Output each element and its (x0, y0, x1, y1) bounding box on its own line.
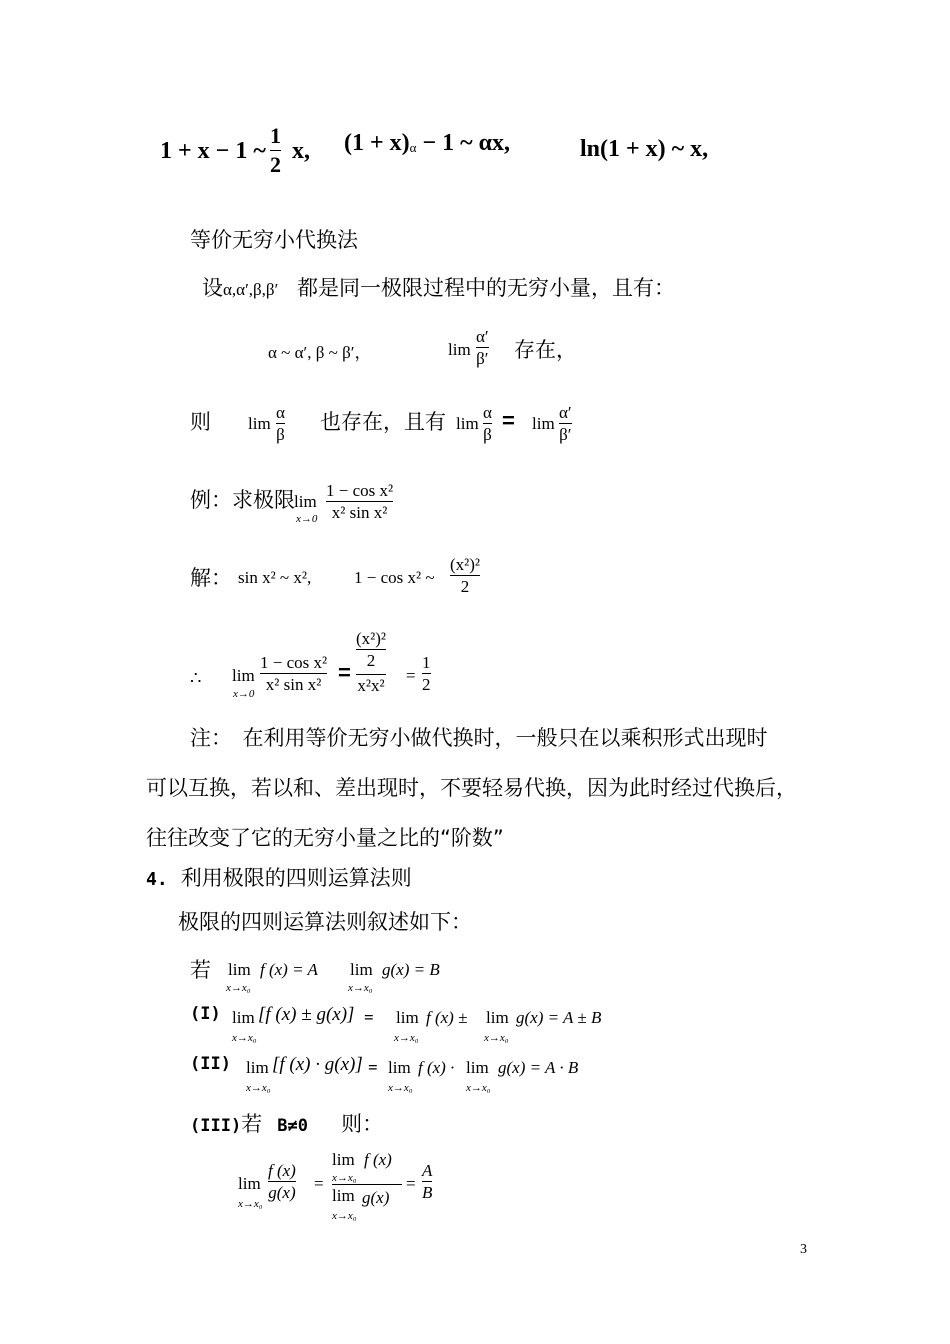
fraction-half (270, 122, 281, 178)
fraction-numerator: 1 − cos x² (260, 653, 328, 672)
equals-sign: = (406, 1174, 416, 1193)
fraction-alpha-beta (483, 402, 492, 446)
lim-operator: lim (294, 492, 317, 511)
assumption-line (202, 272, 675, 302)
equals-sign: = (314, 1174, 324, 1193)
fraction-numerator: 1 (422, 653, 431, 672)
fraction-numerator: α (483, 403, 492, 422)
fraction-alpha-prime-beta-prime (559, 402, 572, 446)
formula-text: (1 + x) (344, 130, 410, 156)
lim-operator: lim (238, 1174, 261, 1193)
therefore-symbol: ∴ (190, 668, 202, 688)
fraction-denominator: 2 (270, 151, 281, 177)
lim-subscript: x→x₀ (332, 1210, 357, 1222)
example-fraction (326, 480, 393, 524)
then-label: 则 (190, 410, 211, 434)
solution-label: 解： (190, 566, 232, 590)
lim-operator: lim (232, 666, 255, 685)
assumption-text: 都是同一极限过程中的无穷小量，且有： (297, 276, 675, 300)
if-label: 若 (190, 958, 211, 982)
rule-1-label: (I) (190, 1004, 221, 1024)
fraction-denominator: x² sin x² (331, 503, 388, 523)
condition-b-nonzero: B≠0 (277, 1116, 308, 1136)
compound-fraction (356, 628, 386, 696)
equals-sign: = (502, 408, 515, 433)
equals-sign: = (338, 660, 351, 685)
fraction-denominator: 2 (460, 577, 470, 597)
formula-text: − 1 ~ αx, (422, 130, 511, 156)
lim-operator: lim (232, 1008, 255, 1027)
fraction-denominator: β (483, 425, 492, 445)
fraction-denominator: β′ (476, 349, 489, 369)
fraction-denominator: g(x) (362, 1188, 390, 1207)
formula-text: x, (292, 138, 310, 164)
rule-3-fraction (268, 1160, 296, 1204)
formula-text: ln(1 + x) ~ x, (580, 136, 709, 162)
fraction-denominator: 2 (422, 675, 431, 695)
lim-subscript: x→x₀ (348, 982, 373, 994)
assumption-vars: α,α′,β,β′ (223, 280, 279, 299)
lim-operator: lim (456, 414, 479, 433)
therefore-fraction (260, 652, 327, 696)
note-line-2: 可以互换，若以和、差出现时，不要轻易代换，因为此时经过代换后， (146, 776, 797, 800)
equals-sign: = (364, 1008, 374, 1027)
fraction-bar (332, 1184, 402, 1185)
fraction-numerator: 1 (270, 123, 281, 148)
rule-2-label: (II) (190, 1054, 231, 1074)
fraction-numerator: α (276, 403, 285, 422)
rule-2-f: f (x) · (418, 1058, 455, 1077)
lim-subscript: x→x₀ (238, 1198, 263, 1210)
equiv-power-formula (344, 130, 510, 157)
rule-1-lhs: [f (x) ± g(x)] (258, 1004, 355, 1025)
rule-3-heading (190, 1108, 383, 1138)
limit-f-equals-a: f (x) = A (260, 960, 318, 979)
result-fraction (422, 652, 431, 696)
lim-operator: lim (332, 1150, 355, 1169)
solution-eq1: sin x² ~ x², (238, 568, 312, 587)
fraction-numerator: A (422, 1161, 433, 1180)
limit-quotient-fraction (332, 1150, 402, 1226)
lim-subscript: x→x₀ (332, 1172, 357, 1184)
fraction-alpha-beta (276, 402, 285, 446)
equiv-ln-formula (580, 136, 708, 163)
fraction-denominator: β (276, 425, 285, 445)
lim-subscript: x→x₀ (394, 1032, 419, 1044)
lim-operator: lim (350, 960, 373, 979)
limit-g-equals-b: g(x) = B (382, 960, 440, 979)
fraction-numerator: α′ (476, 327, 489, 346)
section-title: 利用极限的四则运算法则 (180, 866, 412, 890)
section-number: 4. (146, 869, 168, 890)
lim-subscript: x→0 (296, 513, 318, 525)
formula-x (292, 138, 310, 165)
fraction-numerator: (x²)² (450, 555, 481, 574)
rule-1-g: g(x) = A ± B (516, 1008, 602, 1027)
page-number: 3 (800, 1242, 807, 1257)
example-label: 例：求极限 (190, 488, 295, 512)
if-label: 若 (241, 1112, 263, 1136)
note-line-1: 注： 在利用等价无穷小做代换时，一般只在以乘积形式出现时 (190, 726, 768, 750)
fraction-numerator: 1 − cos x² (326, 481, 394, 500)
fraction-denominator: B (422, 1183, 433, 1203)
rule-3-label: (III) (190, 1116, 242, 1136)
lim-subscript: x→x₀ (388, 1082, 413, 1094)
fraction-numerator: (x²)² (356, 629, 387, 648)
lim-subscript: x→0 (233, 688, 255, 700)
exists-text: 存在， (514, 338, 577, 362)
rule-2-lhs: [f (x) · g(x)] (272, 1054, 363, 1075)
section-4-heading (146, 862, 412, 892)
section-title: 等价无穷小代换法 (190, 228, 358, 252)
lim-subscript: x→x₀ (232, 1032, 257, 1044)
lim-operator: lim (248, 414, 271, 433)
equals-sign: = (368, 1058, 378, 1077)
rule-2-g: g(x) = A · B (498, 1058, 579, 1077)
compound-numerator (356, 628, 386, 672)
lim-operator: lim (532, 414, 555, 433)
lim-operator: lim (396, 1008, 419, 1027)
fraction-denominator: 2 (366, 651, 376, 671)
solution-eq2: 1 − cos x² ~ (354, 568, 435, 587)
fraction-denominator: β′ (559, 425, 572, 445)
lim-subscript: x→x₀ (484, 1032, 509, 1044)
rules-intro: 极限的四则运算法则叙述如下： (178, 910, 472, 934)
lim-operator: lim (332, 1186, 355, 1205)
fraction-denominator: g(x) (268, 1183, 296, 1203)
lim-operator: lim (448, 340, 471, 359)
note-line-3: 往往改变了它的无穷小量之比的“阶数” (146, 826, 504, 850)
a-over-b-fraction (422, 1160, 432, 1204)
fraction-numerator: f (x) (364, 1150, 392, 1169)
lim-operator: lim (466, 1058, 489, 1077)
then-label: 则： (341, 1112, 384, 1136)
formula-text: 1 + x − 1 ~ (160, 138, 266, 164)
lim-operator: lim (388, 1058, 411, 1077)
fraction-numerator: α′ (559, 403, 572, 422)
solution-fraction (450, 554, 480, 598)
lim-subscript: x→x₀ (246, 1082, 271, 1094)
rule-1-f: f (x) ± (426, 1008, 468, 1027)
equivalence-condition: α ~ α′, β ~ β′， (268, 343, 372, 362)
lim-operator: lim (228, 960, 251, 979)
equiv-sqrt-formula (160, 138, 266, 165)
equals-sign: = (406, 666, 416, 685)
fraction-numerator: f (x) (268, 1161, 296, 1180)
lim-operator: lim (246, 1058, 269, 1077)
fraction-denominator: x²x² (357, 675, 385, 695)
lim-operator: lim (486, 1008, 509, 1027)
fraction-denominator: x² sin x² (265, 675, 322, 695)
also-exists-text: 也存在，且有 (320, 410, 446, 434)
lim-subscript: x→x₀ (466, 1082, 491, 1094)
assumption-prefix: 设 (202, 276, 223, 300)
lim-subscript: x→x₀ (226, 982, 251, 994)
exponent: α (409, 140, 417, 155)
fraction-alpha-prime-beta-prime (476, 326, 489, 370)
